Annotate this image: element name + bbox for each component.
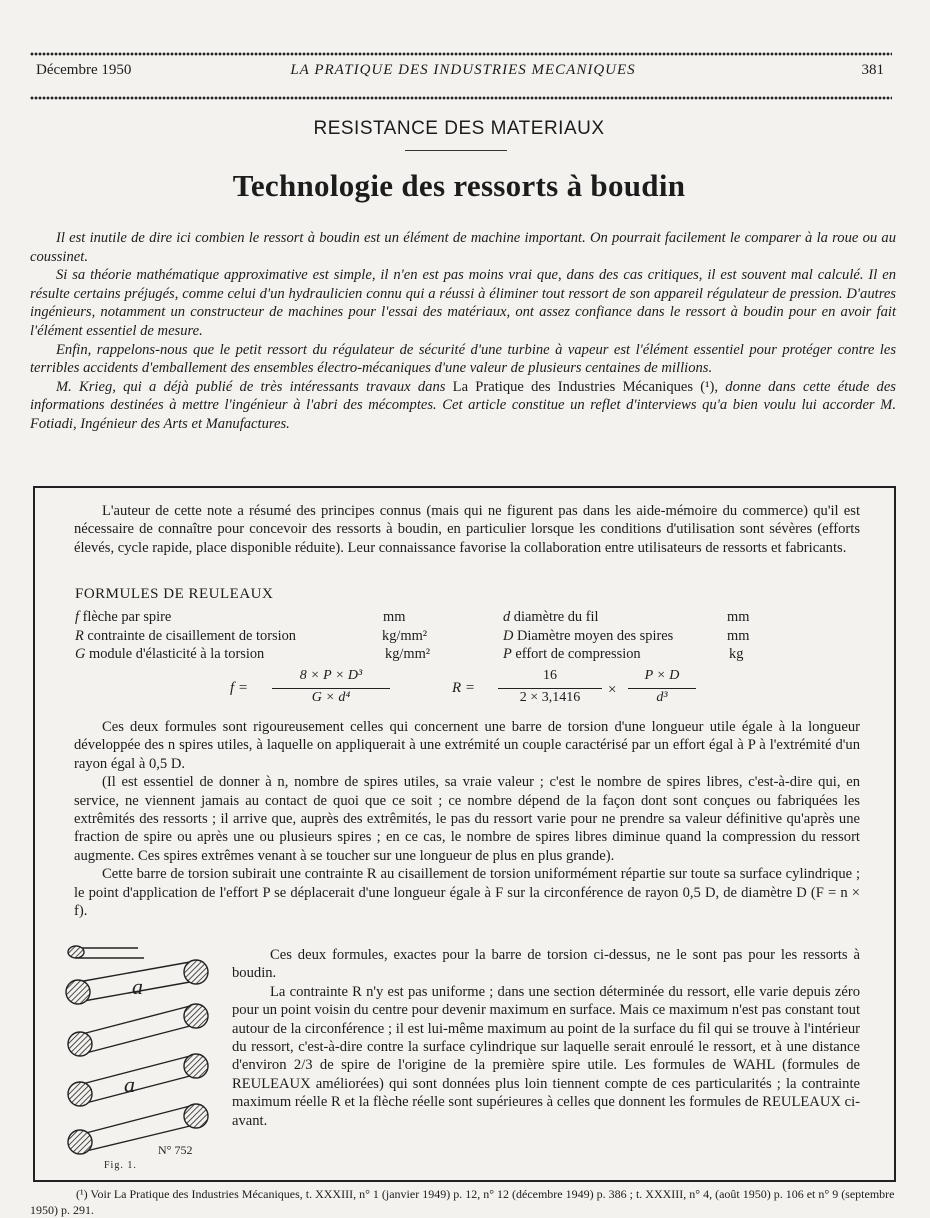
fraction-bar	[498, 688, 602, 689]
body-paragraph: Ces deux formules sont rigoureusement celles qui concernent une barre de torsion d'une longueur utile égale à la longueur développée des n spires utiles, à laquelle on appliquerait à une extrémité un couple caractérisé par un effort égal à P à l'extrémité d'un rayon égal à 0,5 D.	[74, 719, 860, 772]
symbol: f	[75, 609, 79, 625]
definition-item	[503, 645, 641, 664]
formula-denominator: 2 × 3,1416	[519, 690, 581, 705]
definition-item	[75, 608, 171, 627]
body-paragraph: Cette barre de torsion subirait une contrainte R au cisaillement de torsion uniformément répartie sur toute sa surface cylindrique ; le point d'application de l'effort P se déplacerait d'une longueur égale à F sur la circonférence de rayon 0,5 D, de diamètre D (F = n × f).	[74, 866, 860, 920]
definition-unit: mm	[727, 609, 750, 625]
definition-item	[75, 627, 296, 646]
body-paragraph: La contrainte R n'y est pas uniforme ; dans une section déterminée du ressort, elle varie depuis zéro pour un point voisin du centre pour devenir maximum en surface. Mais ce maximum n'est pas constant tout autour de la circonférence ; il est lui-même maximum au point de la surface du fil qui se trouve à l'intérieur du ressort, c'est-à-dire contre la surface cylindrique sur laquelle serait enroulé le ressort, et à une distance d'environ 2/3 de spire de l'origine de la première spire utile. Les formules de WAHL (formules de REULEAUX améliorées) qui sont données plus loin tiennent compte de ces particularités ; la contrainte maximum réelle R et la flèche réelle sont supérieures à celles que donnent les formules de REULEAUX ci-avant.	[232, 983, 860, 1129]
formula-lhs: f =	[230, 680, 249, 696]
definition-item	[503, 627, 673, 646]
journal-reference: La Pratique des Industries Mécaniques	[452, 378, 694, 395]
header-top-rule	[30, 52, 892, 56]
definition-item	[503, 608, 599, 627]
definition-unit: mm	[727, 627, 750, 644]
intro-paragraph: Si sa théorie mathématique approximative est simple, il n'en est pas moins vrai que, dans des cas critiques, il est souvent mal calculé. Il en résulte certains préjugés, comme celui d'un hydraulicien connu qui a réussi à éliminer tout ressort de son appareil régulateur de pression. D'autres ingénieurs, notamment un constructeur de machines pour l'essai des matériaux, ont assez confiance dans le ressort à boudin pour en avoir fait l'élément essentiel de mesure.	[30, 267, 896, 339]
formulas-title: FORMULES DE REULEAUX	[75, 586, 274, 602]
intro-text-run: donne dans cette étude des informations destinées à mettre l'ingénieur à l'abri des mécomptes. Cet article constitue un reflet d'interviews qu'a bien voulu lui accorder M. Fotiadi, Ingénieur des Arts et Manufactures.	[30, 378, 896, 432]
intro-paragraph: Enfin, rappelons-nous que le petit ressort du régulateur de sécurité d'une turbine à vapeur est l'élément essentiel pour protéger contre les terribles accidents d'emballement des ensembles électro-mécaniques d'une valeur de plusieurs centaines de millions.	[30, 341, 896, 377]
fraction-bar	[272, 688, 390, 689]
definition-text: module d'élasticité à la torsion	[85, 646, 265, 662]
journal-name: LA PRATIQUE DES INDUSTRIES MECANIQUES	[290, 62, 636, 78]
box-body	[74, 718, 860, 920]
fraction-bar	[628, 688, 696, 689]
box-lead-paragraph: L'auteur de cette note a résumé des principes connus (mais qui ne figurent pas dans les aide-mémoire du commerce) qu'il est nécessaire de connaître pour concevoir des ressorts à boudin, en particulier lorsque les conditions d'utilisation sont sévères (efforts élevés, cycle rapide, place disponible réduite). Leur connaissance favorise la collaboration entre utilisateurs de ressorts et fabricants.	[74, 503, 860, 556]
footnote-text: (¹) Voir La Pratique des Industries Mécaniques, t. XXXIII, n° 1 (janvier 1949) p. 12, n° 12 (décembre 1949) p. 386 ; t. XXXIII, n° 4, (août 1950) p. 106 et n° 9 (septembre 1950) p. 291.	[30, 1187, 895, 1217]
intro-text-run: M. Krieg, qui a déjà publié de très intéressants travaux dans	[56, 378, 453, 395]
page-header	[36, 62, 890, 84]
header-bottom-rule	[30, 96, 892, 100]
definition-text: contrainte de cisaillement de torsion	[83, 627, 296, 644]
formula-numerator: 8 × P × D³	[299, 668, 363, 683]
issue-date: Décembre 1950	[36, 62, 132, 78]
definition-unit: mm	[383, 609, 406, 625]
formula-denominator: d³	[656, 690, 668, 705]
section-title: RESISTANCE DES MATERIAUX	[313, 118, 605, 139]
symbol: d	[503, 609, 511, 625]
times-sign: ×	[608, 682, 617, 698]
body-paragraph: Ces deux formules, exactes pour la barre de torsion ci-dessus, ne le sont pas pour les ressorts à boudin.	[232, 947, 860, 982]
footnote-ref: (¹),	[693, 378, 719, 395]
body-paragraph: (Il est essentiel de donner à n, nombre de spires utiles, sa vraie valeur ; c'est le nombre de spires libres, c'est-à-dire qui, en service, ne viennent jamais au contact de quoi que ce soit ; ce nombre dépend de la façon dont sont conçues ou fabriquées les extrêmités des ressorts ; il arrive que, auprès des extrêmités, le pas du ressort varie pour ne prendre sa valeur définitive qu'après une fraction de spire ou après une ou plusieurs spires ; en ce cas, le nombre de spires libres diminue quand la compression du ressort augmente. Ces spires extrêmes venant à se toucher sur une longueur de plus en plus grande).	[74, 774, 860, 864]
definition-text: diamètre du fil	[510, 609, 599, 625]
box-body-wrapped	[232, 946, 860, 1130]
formula-numerator: P × D	[644, 668, 680, 683]
intro-paragraph	[30, 378, 896, 434]
symbol: G	[75, 646, 86, 662]
dimension-label-a: a	[124, 1072, 135, 1097]
definition-unit: kg/mm²	[382, 627, 428, 644]
definition-text: Diamètre moyen des spires	[513, 627, 674, 644]
figure-reference: N° 752	[158, 1143, 193, 1157]
symbol: R	[75, 627, 84, 644]
figure-caption: Fig. 1.	[104, 1160, 137, 1171]
footnote	[30, 1186, 910, 1218]
intro-paragraph: Il est inutile de dire ici combien le ressort à boudin est un élément de machine important. On pourrait facilement le comparer à la roue ou au coussinet.	[30, 230, 896, 265]
formula-numerator: 16	[543, 668, 557, 683]
spring-section-drawing	[60, 944, 220, 1176]
formula-lhs: R =	[452, 680, 476, 696]
symbol: D	[503, 627, 514, 644]
definition-item	[75, 645, 264, 664]
definition-unit: kg	[729, 646, 744, 662]
symbol: P	[503, 646, 512, 662]
spring-figure	[60, 944, 220, 1176]
formula-denominator: G × d⁴	[311, 690, 351, 705]
intro-text	[30, 229, 896, 434]
definition-text: flèche par spire	[79, 609, 172, 625]
dimension-label-a: a	[132, 974, 143, 999]
definition-unit: kg/mm²	[385, 646, 431, 662]
section-underline	[405, 150, 507, 151]
article-title: Technologie des ressorts à boudin	[232, 168, 686, 203]
page-number: 381	[861, 62, 884, 78]
definition-text: effort de compression	[511, 646, 641, 662]
